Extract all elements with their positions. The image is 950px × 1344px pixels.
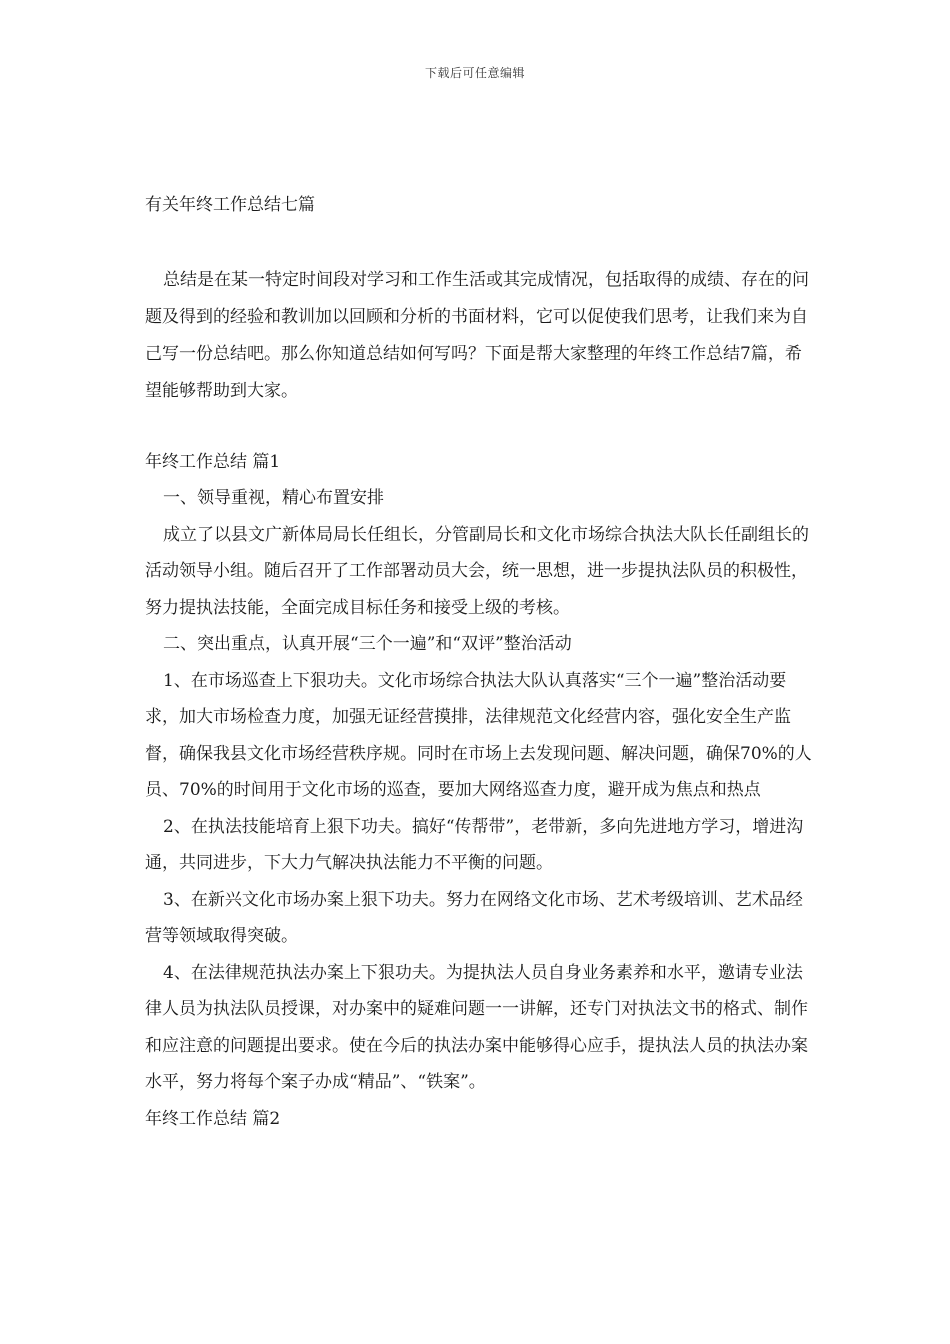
document-title: 有关年终工作总结七篇 (145, 195, 315, 215)
list-item-1: 1、在市场巡查上下狠功夫。文化市场综合执法大队认真落实“三个一遍”整治活动要求，加大市场检查力度，加强无证经营摸排，法律规范文化经营内容，强化安全生产监督，确保我县文化市场经营秩序规。同时在市场上去发现问题、解决问题，确保70%的人员、70%的时间用于文化市场的巡查，要加大网络巡查力度，避开成为焦点和热点 (145, 670, 812, 800)
point-2-title: 二、突出重点，认真开展“三个一遍”和“双评”整治活动 (163, 634, 572, 654)
point-1-title: 一、领导重视，精心布置安排 (163, 488, 384, 508)
list-item-2: 2、在执法技能培育上狠下功夫。搞好“传帮带”，老带新，多向先进地方学习，增进沟通，共同进步，下大力气解决执法能力不平衡的问题。 (145, 816, 804, 873)
page-header-note: 下载后可任意编辑 (424, 66, 525, 80)
list-item-3: 3、在新兴文化市场办案上狠下功夫。努力在网络文化市场、艺术考级培训、艺术品经营等领域取得突破。 (145, 889, 803, 946)
document-body (145, 190, 815, 1137)
list-item-4: 4、在法律规范执法办案上下狠功夫。为提执法人员自身业务素养和水平，邀请专业法律人员为执法队员授课，对办案中的疑难问题一一讲解，还专门对执法文书的格式、制作和应注意的问题提出要求。使在今后的执法办案中能够得心应手，提执法人员的执法办案水平，努力将每个案子办成“精品”、“铁案”。 (145, 962, 808, 1092)
section-heading-1: 年终工作总结 篇1 (145, 452, 281, 472)
point-1-body: 成立了以县文广新体局局长任组长，分管副局长和文化市场综合执法大队长任副组长的活动领导小组。随后召开了工作部署动员大会，统一思想，进一步提执法队员的积极性，努力提执法技能，全面完成目标任务和接受上级的考核。 (145, 524, 809, 618)
intro-paragraph: 总结是在某一特定时间段对学习和工作生活或其完成情况，包括取得的成绩、存在的问题及得到的经验和教训加以回顾和分析的书面材料，它可以促使我们思考，让我们来为自己写一份总结吧。那么你知道总结如何写吗？下面是帮大家整理的年终工作总结7篇，希望能够帮助到大家。 (145, 270, 809, 401)
section-heading-2: 年终工作总结 篇2 (145, 1108, 281, 1129)
